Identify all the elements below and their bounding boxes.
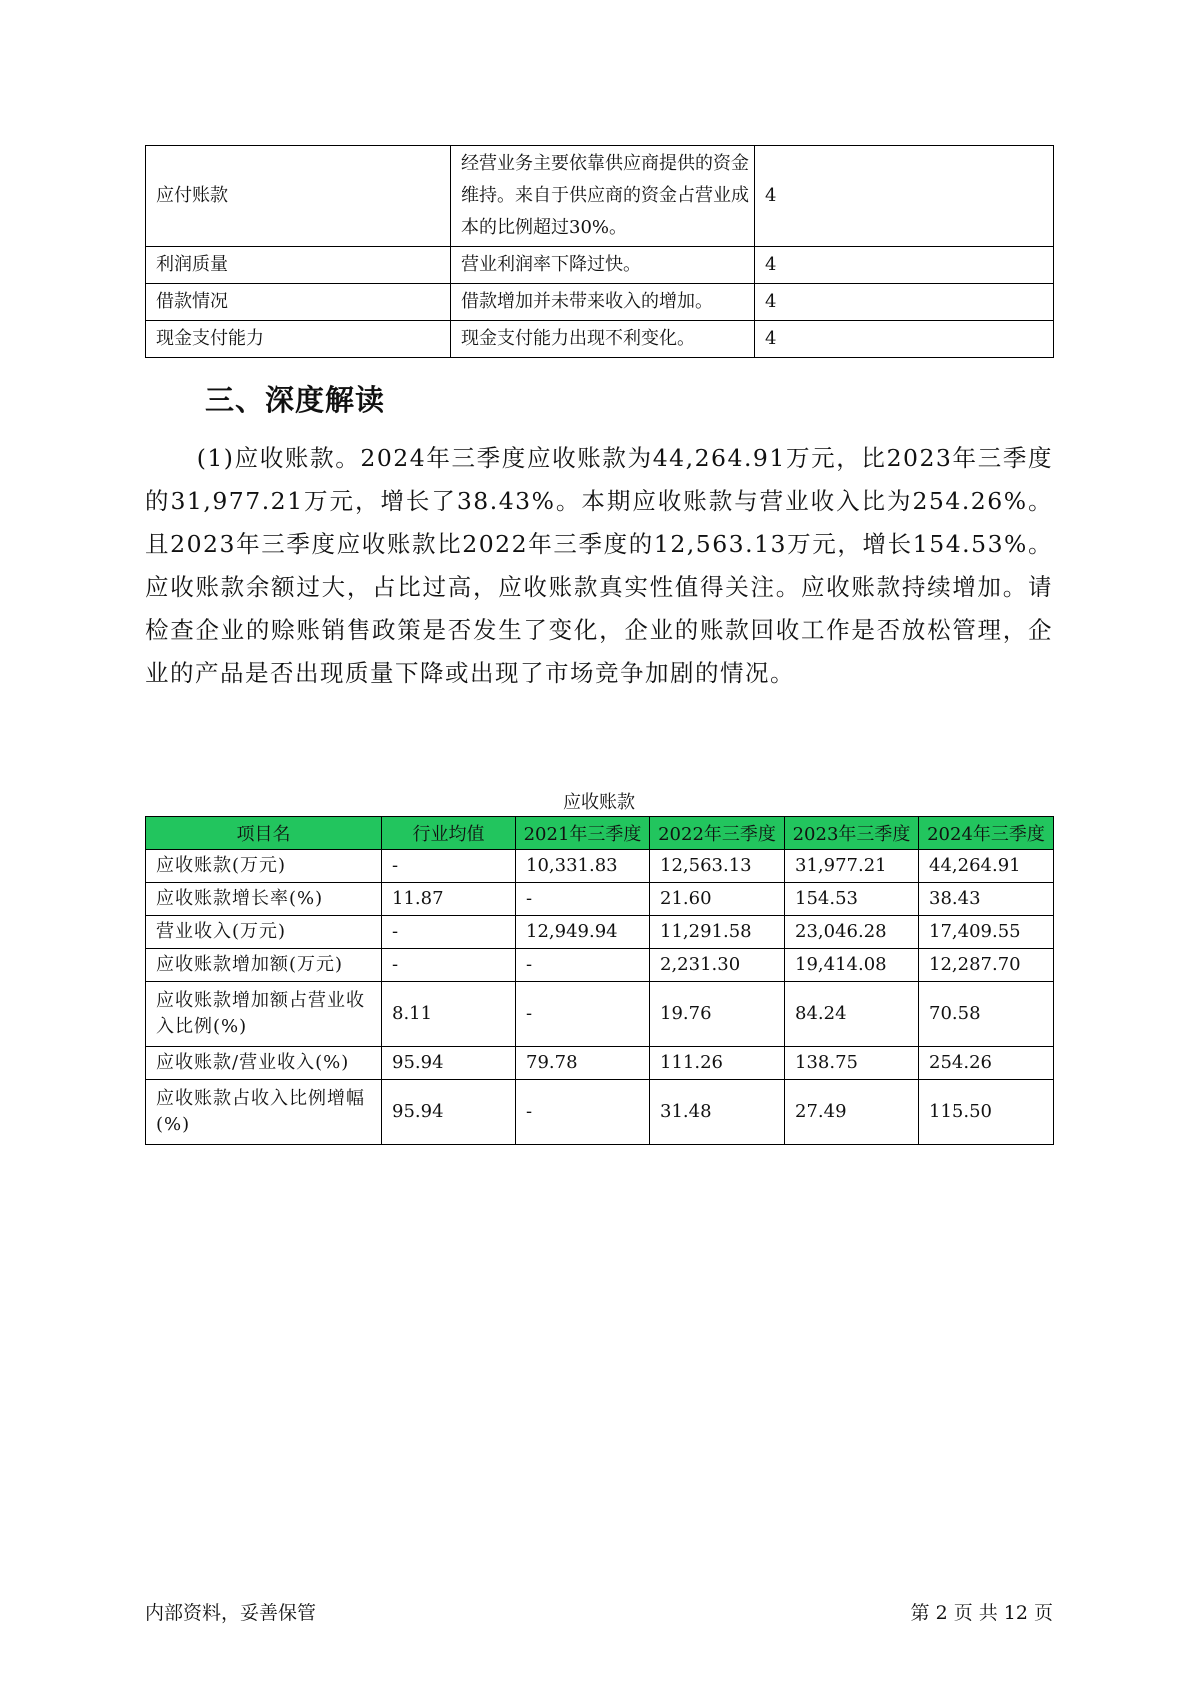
table-cell: 95.94 [382,1047,516,1080]
table-row [146,850,1054,883]
table-cell: 12,287.70 [919,949,1054,982]
table-row [146,321,1054,358]
table-cell: - [516,982,650,1047]
analysis-paragraph: (1)应收账款。2024年三季度应收账款为44,264.91万元，比2023年三季度的31,977.21万元，增长了38.43%。本期应收账款与营业收入比为254.26%。且2023年三季度应收账款比2022年三季度的12,563.13万元，增长154.53%。应收账款余额过大，占比过高，应收账款真实性值得关注。应收账款持续增加。请检查企业的赊账销售政策是否发生了变化，企业的账款回收工作是否放松管理，企业的产品是否出现质量下降或出现了市场竞争加剧的情况。 [145,444,1053,687]
table-row [146,1047,1054,1080]
table-cell: 111.26 [650,1047,785,1080]
table-cell: 254.26 [919,1047,1054,1080]
risk-item-name: 应付账款 [146,146,451,247]
table-cell: 115.50 [919,1080,1054,1145]
table-cell: 31,977.21 [785,850,919,883]
section-heading: 三、深度解读 [205,383,386,417]
table-cell: 38.43 [919,883,1054,916]
row-label: 应收账款/营业收入(%) [146,1047,382,1080]
table-cell: 23,046.28 [785,916,919,949]
footer-confidential-note: 内部资料，妥善保管 [145,1602,317,1624]
risk-item-score: 4 [755,247,1054,284]
risk-table [145,145,1054,358]
table-cell: 10,331.83 [516,850,650,883]
row-label: 应收账款增长率(%) [146,883,382,916]
risk-item-score: 4 [755,321,1054,358]
table-cell: 8.11 [382,982,516,1047]
table-cell: 44,264.91 [919,850,1054,883]
table-cell: 31.48 [650,1080,785,1145]
table-cell: - [516,1080,650,1145]
table-cell: - [382,949,516,982]
receivables-table [145,816,1054,1145]
table-caption: 应收账款 [563,792,635,813]
table-cell: 138.75 [785,1047,919,1080]
table-row [146,284,1054,321]
table-cell: 95.94 [382,1080,516,1145]
table-cell: - [516,949,650,982]
table-cell: - [382,850,516,883]
column-header: 2022年三季度 [650,817,785,850]
row-label: 应收账款占收入比例增幅(%) [146,1080,382,1145]
risk-item-name: 利润质量 [146,247,451,284]
table-cell: 2,231.30 [650,949,785,982]
table-row [146,1080,1054,1145]
table-cell: 27.49 [785,1080,919,1145]
risk-item-name: 借款情况 [146,284,451,321]
page-number: 第 2 页 共 12 页 [910,1602,1053,1624]
risk-item-description: 经营业务主要依靠供应商提供的资金维持。来自于供应商的资金占营业成本的比例超过30%。 [451,146,755,247]
table-cell: 84.24 [785,982,919,1047]
column-header: 行业均值 [382,817,516,850]
table-cell: 19.76 [650,982,785,1047]
table-cell: 12,949.94 [516,916,650,949]
table-row [146,146,1054,247]
table-cell: - [516,883,650,916]
table-row [146,949,1054,982]
column-header: 2023年三季度 [785,817,919,850]
table-cell: 21.60 [650,883,785,916]
table-cell: 79.78 [516,1047,650,1080]
table-row [146,982,1054,1047]
risk-item-name: 现金支付能力 [146,321,451,358]
table-cell: 17,409.55 [919,916,1054,949]
column-header: 2024年三季度 [919,817,1054,850]
table-cell: 154.53 [785,883,919,916]
row-label: 应收账款增加额占营业收入比例(%) [146,982,382,1047]
column-header: 2021年三季度 [516,817,650,850]
row-label: 营业收入(万元) [146,916,382,949]
table-row [146,247,1054,284]
table-cell: 11.87 [382,883,516,916]
table-cell: - [382,916,516,949]
table-row [146,883,1054,916]
risk-item-score: 4 [755,146,1054,247]
row-label: 应收账款增加额(万元) [146,949,382,982]
risk-item-description: 现金支付能力出现不利变化。 [451,321,755,358]
table-cell: 11,291.58 [650,916,785,949]
row-label: 应收账款(万元) [146,850,382,883]
table-row [146,916,1054,949]
risk-item-score: 4 [755,284,1054,321]
table-cell: 12,563.13 [650,850,785,883]
table-cell: 19,414.08 [785,949,919,982]
table-header-row [146,817,1054,850]
risk-item-description: 营业利润率下降过快。 [451,247,755,284]
column-header: 项目名 [146,817,382,850]
table-cell: 70.58 [919,982,1054,1047]
risk-item-description: 借款增加并未带来收入的增加。 [451,284,755,321]
